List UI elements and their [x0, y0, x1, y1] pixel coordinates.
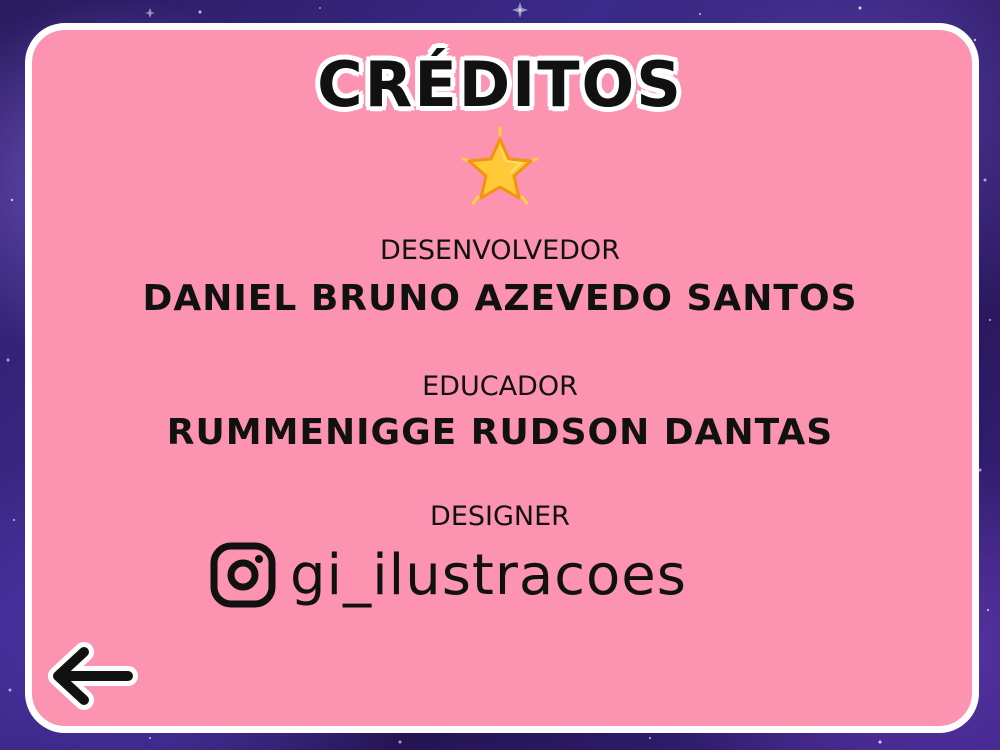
- educator-role-label: EDUCADOR: [422, 371, 578, 402]
- star-icon: [455, 125, 545, 215]
- designer-role-label: DESIGNER: [430, 501, 570, 532]
- instagram-icon: [210, 542, 276, 608]
- designer-instagram: [210, 535, 687, 615]
- developer-role-label: DESENVOLVEDOR: [380, 235, 620, 266]
- back-button[interactable]: [44, 640, 140, 712]
- designer-handle: gi_ilustracoes: [290, 542, 687, 608]
- page-title: CRÉDITOS: [317, 48, 683, 121]
- developer-name: DANIEL BRUNO AZEVEDO SANTOS: [142, 278, 858, 319]
- back-arrow-icon: [58, 652, 128, 700]
- educator-name: RUMMENIGGE RUDSON DANTAS: [166, 412, 834, 453]
